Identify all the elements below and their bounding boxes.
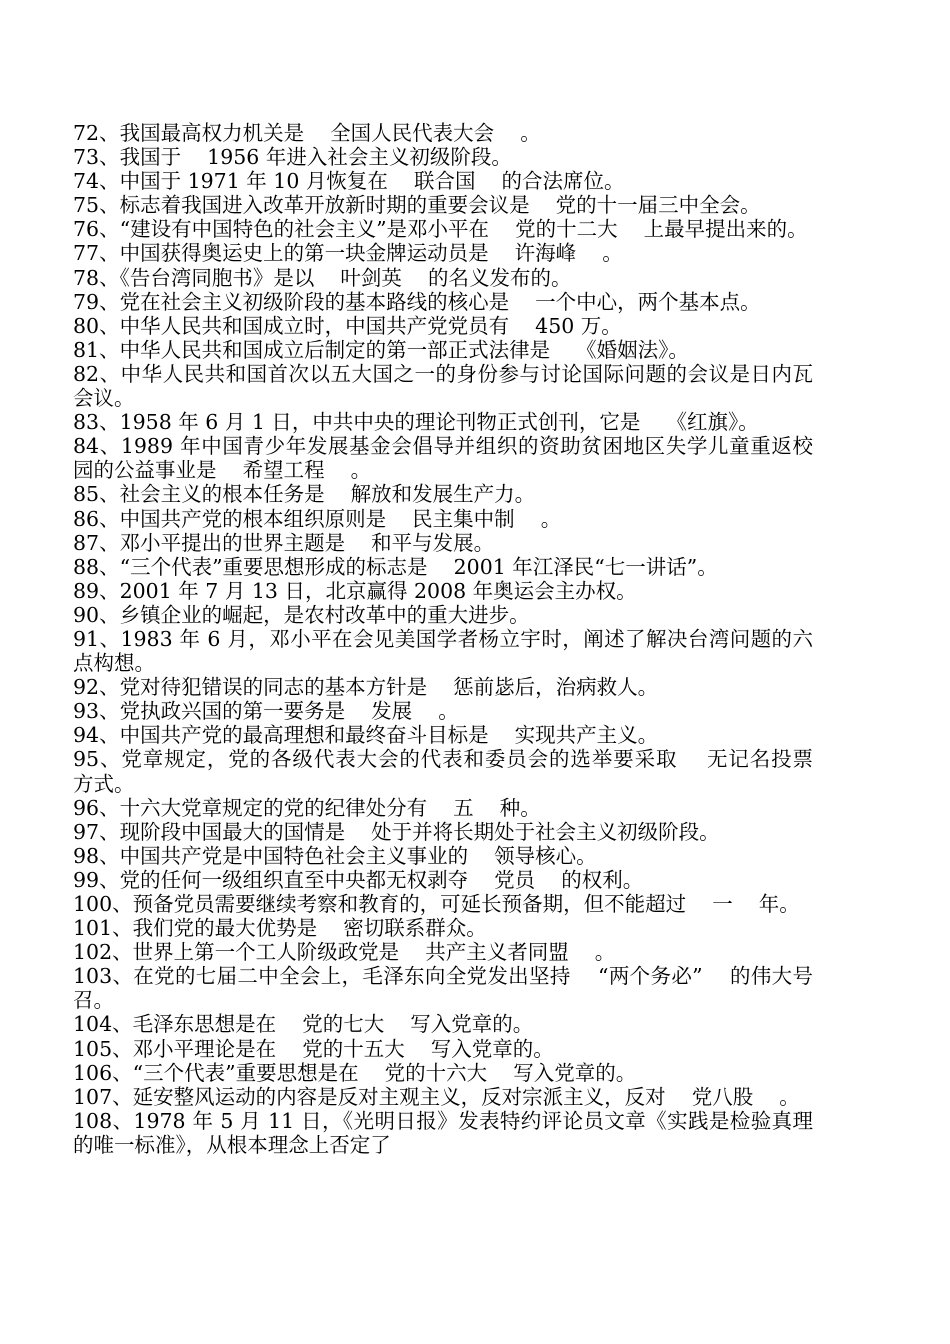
list-item: 107、延安整风运动的内容是反对主观主义，反对宗派主义，反对 党八股 。 [73, 1084, 800, 1109]
list-item: 104、毛泽东思想是在 党的七大 写入党章的。 [73, 1012, 534, 1037]
list-item: 105、邓小平理论是在 党的十五大 写入党章的。 [73, 1036, 554, 1061]
list-item: 78、《告台湾同胞书》是以 叶剑英 的名义发布的。 [73, 265, 572, 290]
list-item: 87、邓小平提出的世界主题是 和平与发展。 [73, 530, 495, 555]
list-item: 88、“三个代表”重要思想形成的标志是 2001 年江泽民“七一讲话”。 [73, 554, 718, 579]
list-item: 77、中国获得奥运史上的第一块金牌运动员是 许海峰 。 [73, 241, 623, 266]
list-item: 106、“三个代表”重要思想是在 党的十六大 写入党章的。 [73, 1060, 637, 1085]
list-item: 76、“建设有中国特色的社会主义”是邓小平在 党的十二大 上最早提出来的。 [73, 217, 808, 242]
list-item: 93、党执政兴国的第一要务是 发展 。 [73, 699, 459, 724]
list-item: 73、我国于 1956 年进入社会主义初级阶段。 [73, 145, 512, 170]
list-item: 102、世界上第一个工人阶级政党是 共产主义者同盟 。 [73, 940, 616, 965]
list-item: 90、乡镇企业的崛起，是农村改革中的重大进步。 [73, 602, 530, 627]
list-item: 92、党对待犯错误的同志的基本方针是 惩前毖后，治病救人。 [73, 675, 659, 700]
list-item: 103、在党的七届二中全会上，毛泽东向全党发出坚持 “两个务必” 的伟大号召。 [73, 964, 813, 1013]
list-item: 82、中华人民共和国首次以五大国之一的身份参与讨论国际问题的会议是日内瓦会议。 [73, 361, 813, 411]
list-item: 85、社会主义的根本任务是 解放和发展生产力。 [73, 482, 536, 507]
list-item: 108、1978 年 5 月 11 日，《光明日报》发表特约评论员文章《实践是检验真理的唯一标准》，从根本理念上否定了 [73, 1108, 813, 1157]
list-item: 80、中华人民共和国成立时，中国共产党党员有 450 万。 [73, 313, 622, 338]
list-item: 98、中国共产党是中国特色社会主义事业的 领导核心。 [73, 843, 597, 868]
list-item: 99、党的任何一级组织直至中央都无权剥夺 党员 的权利。 [73, 867, 644, 892]
list-item: 83、1958 年 6 月 1 日，中共中央的理论刊物正式创刊，它是 《红旗》。 [73, 410, 759, 435]
list-item: 84、1989 年中国青少年发展基金会倡导并组织的资助贫困地区失学儿童重返校园的公益事业是 希望工程 。 [73, 434, 813, 483]
list-item: 97、现阶段中国最大的国情是 处于并将长期处于社会主义初级阶段。 [73, 819, 720, 844]
list-item: 72、我国最高权力机关是 全国人民代表大会 。 [73, 121, 541, 145]
document-body [73, 121, 840, 1157]
list-item: 79、党在社会主义初级阶段的基本路线的核心是 一个中心，两个基本点。 [73, 289, 761, 314]
list-item: 96、十六大党章规定的党的纪律处分有 五 种。 [73, 795, 541, 820]
list-item: 74、中国于 1971 年 10 月恢复在 联合国 的合法席位。 [73, 169, 625, 194]
list-item: 86、中国共产党的根本组织原则是 民主集中制 。 [73, 506, 562, 531]
list-item: 100、预备党员需要继续考察和教育的，可延长预备期，但不能超过 一 年。 [73, 892, 800, 916]
list-item: 89、2001 年 7 月 13 日，北京赢得 2008 年奥运会主办权。 [73, 578, 637, 603]
list-item: 95、党章规定，党的各级代表大会的代表和委员会的选举要采取 无记名投票 方式。 [73, 747, 840, 796]
list-item: 75、标志着我国进入改革开放新时期的重要会议是 党的十一届三中全会。 [73, 193, 761, 218]
list-item: 94、中国共产党的最高理想和最终奋斗目标是 实现共产主义。 [73, 723, 659, 748]
list-item: 81、中华人民共和国成立后制定的第一部正式法律是 《婚姻法》。 [73, 337, 689, 362]
list-item: 91、1983 年 6 月，邓小平在会见美国学者杨立宇时，阐述了解决台湾问题的六点构想。 [73, 626, 813, 676]
list-item: 101、我们党的最大优势是 密切联系群众。 [73, 916, 487, 941]
